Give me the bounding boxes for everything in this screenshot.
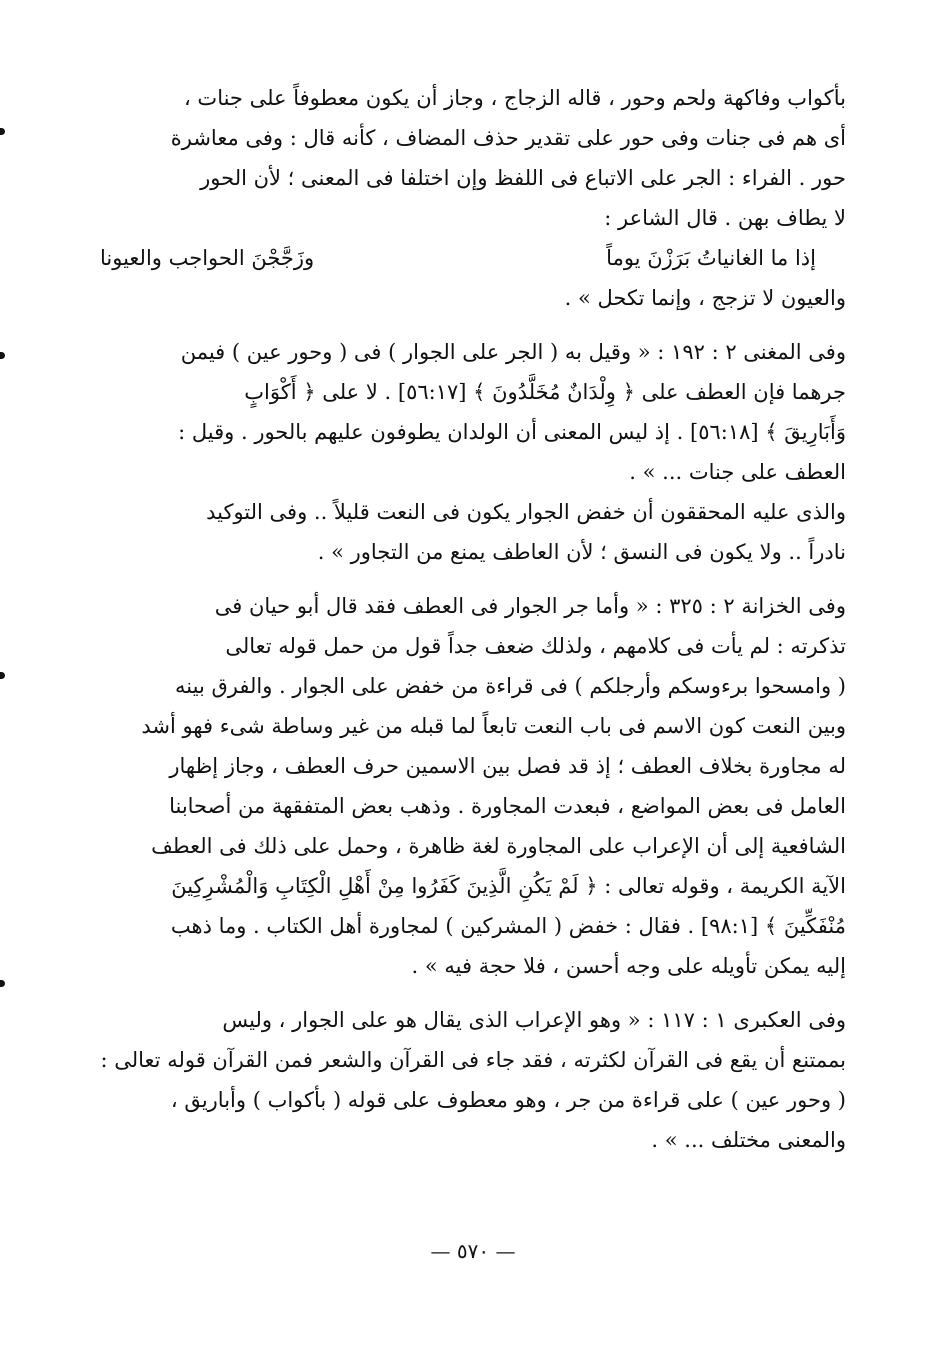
text-line: وفى العكبرى ١ : ١١٧ : « وهو الإعراب الذى يقال هو على الجوار ، وليس [222,1008,846,1032]
text-line: نادراً .. ولا يكون فى النسق ؛ لأن العاطف يمنع من التجاور » . [317,540,846,564]
binding-mark [0,352,5,359]
text-line: وبين النعت كون الاسم فى باب النعت تابعاً لما قبله من غير وساطة شىء فهو أشد [141,714,846,738]
text-line: الشافعية إلى أن الإعراب على المجاورة لغة ظاهرة ، وحمل على ذلك فى العطف [151,834,846,858]
text-line: إليه يمكن تأويله على وجه أحسن ، فلا حجة فيه » . [411,954,846,978]
text-line: أى هم فى جنات وفى حور على تقدير حذف المضاف ، كأنه قال : وفى معاشرة [170,126,846,150]
paragraph-gap [100,572,846,586]
paragraph-5 [100,1000,846,1160]
binding-mark [0,128,5,135]
poem-verse [100,238,846,278]
text-line: ( وحور عين ) على قراءة من جر ، وهو معطوف على قوله ( بأكواب ) وأباريق ، [170,1088,846,1112]
text-line: جرهما فإن العطف على ﴿ وِلْدَانٌ مُخَلَّدُونَ ﴾ [٥٦:١٧] . لا على ﴿ أَكْوَابٍ [244,380,846,404]
page-number: — ٥٧٠ — [430,1239,516,1263]
text-line: والعيون لا تزجج ، وإنما تكحل » . [564,286,846,310]
text-line: له مجاورة بخلاف العطف ؛ إذ قد فصل بين الاسمين حرف العطف ، وجاز إظهار [169,754,846,778]
text-line: والذى عليه المحققون أن خفض الجوار يكون فى النعت قليلاً .. وفى التوكيد [206,500,846,524]
verse-first-hemistich: إذا ما الغانياتُ بَرَزْنَ يوماً [606,246,816,270]
binding-mark [0,980,5,987]
verse-second-hemistich: وزَجَّجْنَ الحواجب والعيونا [100,246,315,270]
paragraph-2 [100,332,846,492]
document-body [100,78,846,1160]
text-line: العطف على جنات ... » . [629,460,846,484]
text-line: العامل فى بعض المواضع ، فبعدت المجاورة . وذهب بعض المتفقهة من أصحابنا [169,794,846,818]
text-line: الآية الكريمة ، وقوله تعالى : ﴿ لَمْ يَكُنِ الَّذِينَ كَفَرُوا مِنْ أَهْلِ الْكِتَابِ وَالْمُشْرِكِينَ [171,874,846,898]
paragraph-gap [100,986,846,1000]
text-line: وفى الخزانة ٢ : ٣٢٥ : « وأما جر الجوار فى العطف فقد قال أبو حيان فى [214,594,846,618]
paragraph-gap [100,318,846,332]
paragraph-3 [100,492,846,572]
text-line: لا يطاف بهن . قال الشاعر : [604,206,846,230]
text-line: ( وامسحوا برءوسكم وأرجلكم ) فى قراءة من خفض على الجوار . والفرق بينه [175,674,846,698]
text-line: بممتنع أن يقع فى القرآن لكثرته ، فقد جاء فى القرآن والشعر فمن القرآن قوله تعالى : [100,1048,846,1072]
text-line: وَأَبَارِيقَ ﴾ [٥٦:١٨] . إذ ليس المعنى أن الولدان يطوفون عليهم بالحور . وقيل : [178,420,846,444]
text-line: حور . الفراء : الجر على الاتباع فى اللفظ وإن اختلفا فى المعنى ؛ لأن الحور [200,166,846,190]
binding-mark [0,672,5,679]
text-line: تذكرته : لم يأت فى كلامهم ، ولذلك ضعف جداً قول من حمل قوله تعالى [225,634,846,658]
text-line: مُنْفَكِّينَ ﴾ [٩٨:١] . فقال : خفض ( المشركين ) لمجاورة أهل الكتاب . وما ذهب [170,914,846,938]
text-line: والمعنى مختلف ... » . [651,1128,846,1152]
text-line: بأكواب وفاكهة ولحم وحور ، قاله الزجاج ، وجاز أن يكون معطوفاً على جنات ، [183,86,846,110]
paragraph-1 [100,78,846,318]
text-line: وفى المغنى ٢ : ١٩٢ : « وقيل به ( الجر على الجوار ) فى ( وحور عين ) فيمن [180,340,846,364]
paragraph-4 [100,586,846,986]
